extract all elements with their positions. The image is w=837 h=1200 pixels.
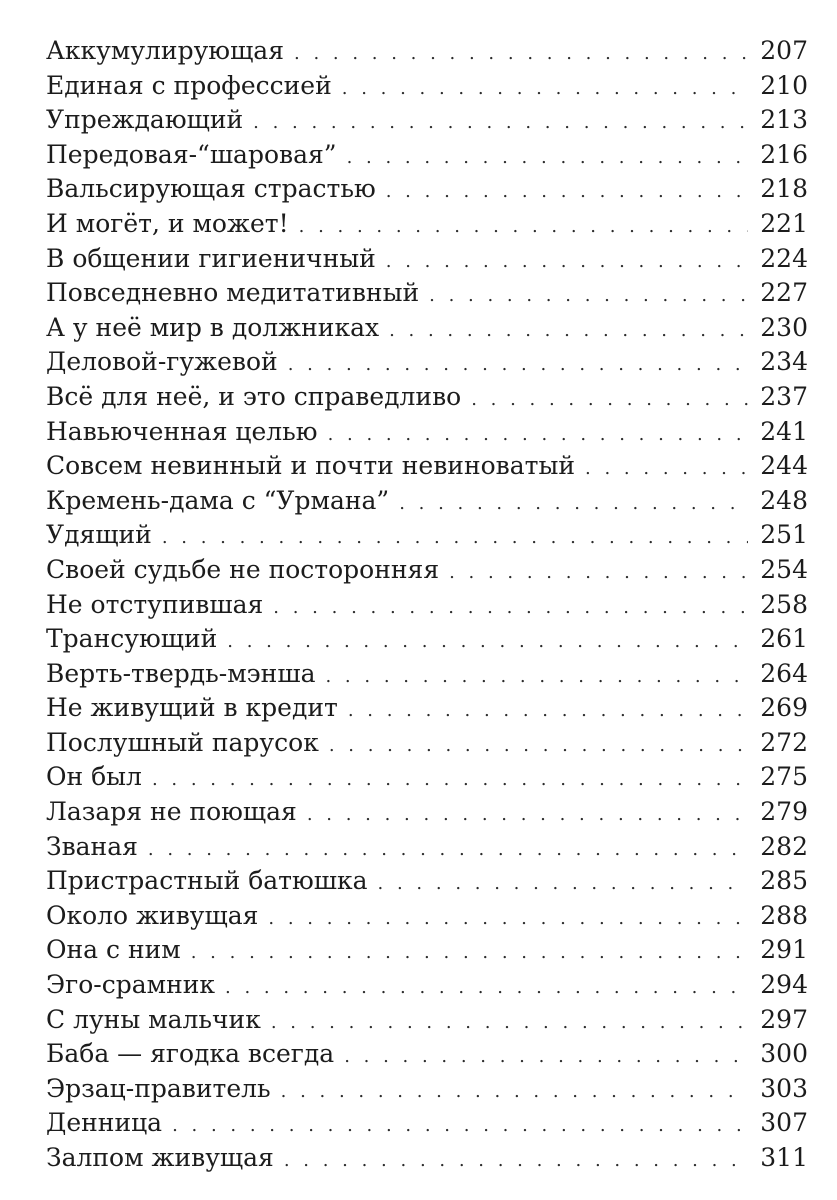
- toc-entry-title: Навьюченная целью: [46, 416, 318, 446]
- toc-entry[interactable]: [46, 726, 808, 761]
- toc-entry-page: 311: [760, 1143, 808, 1172]
- dot-leader: [191, 936, 748, 971]
- dot-leader: [288, 348, 748, 383]
- toc-entry-title: Денница: [46, 1108, 163, 1138]
- toc-entry-page: 230: [760, 312, 808, 342]
- dot-leader: [172, 1109, 748, 1144]
- toc-entry-title: Аккумулирующая: [46, 36, 284, 65]
- toc-entry-page: 224: [760, 243, 808, 273]
- toc-entry[interactable]: [46, 345, 808, 380]
- toc-entry-title: Удящий: [46, 520, 152, 550]
- toc-entry-page: 234: [760, 347, 808, 377]
- toc-entry[interactable]: [46, 415, 808, 450]
- toc-entry-page: 291: [760, 935, 808, 965]
- toc-entry[interactable]: [46, 1037, 808, 1072]
- dot-leader: [471, 383, 748, 418]
- toc-entry[interactable]: [46, 103, 808, 138]
- toc-entry[interactable]: [46, 657, 808, 692]
- dot-leader: [399, 487, 748, 522]
- toc-entry[interactable]: [46, 691, 808, 726]
- toc-entry-title: И могёт, и может!: [46, 208, 289, 238]
- toc-entry-page: 269: [760, 693, 808, 723]
- toc-entry-page: 294: [760, 970, 808, 1000]
- toc-entry-title: Эрзац-правитель: [46, 1073, 271, 1103]
- dot-leader: [284, 1144, 748, 1179]
- toc-entry[interactable]: [46, 1106, 808, 1141]
- toc-entry[interactable]: [46, 207, 808, 242]
- toc-entry-page: 244: [760, 451, 808, 481]
- toc-entry-page: 207: [760, 36, 808, 65]
- toc-entry-title: В общении гигиеничный: [46, 243, 376, 273]
- toc-entry-title: Не живущий в кредит: [46, 693, 338, 723]
- dot-leader: [162, 521, 748, 556]
- toc-entry[interactable]: [46, 69, 808, 104]
- toc-entry-page: 282: [760, 831, 808, 861]
- toc-entry-page: 279: [760, 797, 808, 827]
- toc-entry-title: Вальсирующая страстью: [46, 174, 376, 204]
- toc-entry-title: Он был: [46, 762, 142, 792]
- toc-entry[interactable]: [46, 830, 808, 865]
- toc-entry[interactable]: [46, 172, 808, 207]
- toc-entry-title: Званая: [46, 831, 138, 861]
- toc-entry-title: Всё для неё, и это справедливо: [46, 381, 462, 411]
- toc-entry[interactable]: [46, 449, 808, 484]
- toc-entry-title: Около живущая: [46, 900, 259, 930]
- toc-entry-title: Упреждающий: [46, 105, 244, 135]
- toc-entry[interactable]: [46, 311, 808, 346]
- toc-entry[interactable]: [46, 933, 808, 968]
- dot-leader: [281, 1075, 748, 1110]
- toc-entry-title: Пристрастный батюшка: [46, 866, 368, 896]
- toc-entry-title: Единая с профессией: [46, 70, 332, 100]
- toc-entry-title: Лазаря не поющая: [46, 797, 297, 827]
- dot-leader: [307, 798, 748, 833]
- toc-entry-title: Залпом живущая: [46, 1143, 274, 1172]
- toc-entry[interactable]: [46, 899, 808, 934]
- toc-entry-page: 237: [760, 381, 808, 411]
- toc-entry-page: 248: [760, 485, 808, 515]
- dot-leader: [148, 833, 748, 868]
- toc-entry-title: Она с ним: [46, 935, 181, 965]
- dot-leader: [342, 72, 748, 107]
- toc-entry-title: Повседневно медитативный: [46, 278, 420, 308]
- dot-leader: [386, 175, 748, 210]
- toc-entry-title: Своей судьбе не посторонняя: [46, 554, 440, 584]
- toc-entry-page: 300: [760, 1039, 808, 1069]
- toc-entry[interactable]: [46, 276, 808, 311]
- toc-entry[interactable]: [46, 1141, 808, 1176]
- toc-entry[interactable]: [46, 622, 808, 657]
- toc-entry-title: Верть-твердь-мэнша: [46, 658, 316, 688]
- dot-leader: [227, 625, 748, 660]
- dot-leader: [449, 556, 748, 591]
- dot-leader: [386, 245, 748, 280]
- toc-entry[interactable]: [46, 484, 808, 519]
- toc-entry[interactable]: [46, 588, 808, 623]
- toc-entry-title: Баба — ягодка всегда: [46, 1039, 335, 1069]
- toc-entry-page: 264: [760, 658, 808, 688]
- toc-entry[interactable]: [46, 864, 808, 899]
- dot-leader: [325, 660, 748, 695]
- toc-entry-title: Совсем невинный и почти невиноватый: [46, 451, 576, 481]
- toc-entry-title: Кремень-дама с “Урмана”: [46, 485, 390, 515]
- toc-entry-page: 218: [760, 174, 808, 204]
- dot-leader: [225, 971, 748, 1006]
- dot-leader: [299, 210, 748, 245]
- toc-entry-page: 272: [760, 727, 808, 757]
- dot-leader: [348, 694, 748, 729]
- toc-entry-page: 288: [760, 900, 808, 930]
- toc-entry-title: Трансующий: [46, 624, 218, 654]
- toc-entry-page: 303: [760, 1073, 808, 1103]
- toc-entry-title: С луны мальчик: [46, 1004, 261, 1034]
- dot-leader: [273, 591, 748, 626]
- toc-entry[interactable]: [46, 242, 808, 277]
- toc-entry-page: 227: [760, 278, 808, 308]
- toc-entry-page: 307: [760, 1108, 808, 1138]
- toc-entry-page: 297: [760, 1004, 808, 1034]
- toc-entry-page: 213: [760, 105, 808, 135]
- toc-entry[interactable]: [46, 795, 808, 830]
- toc-entry-page: 261: [760, 624, 808, 654]
- dot-leader: [152, 763, 748, 798]
- table-of-contents: [46, 34, 808, 1176]
- dot-leader: [347, 141, 748, 176]
- toc-entry-page: 285: [760, 866, 808, 896]
- toc-entry-page: 210: [760, 70, 808, 100]
- dot-leader: [328, 418, 748, 453]
- toc-entry[interactable]: [46, 1003, 808, 1038]
- toc-entry[interactable]: [46, 380, 808, 415]
- toc-entry-page: 258: [760, 589, 808, 619]
- toc-entry-title: А у неё мир в должниках: [46, 312, 380, 342]
- toc-entry-page: 241: [760, 416, 808, 446]
- dot-leader: [329, 729, 748, 764]
- toc-entry[interactable]: [46, 34, 808, 69]
- toc-entry[interactable]: [46, 968, 808, 1003]
- dot-leader: [271, 1006, 748, 1041]
- toc-entry[interactable]: [46, 553, 808, 588]
- toc-entry-title: Деловой-гужевой: [46, 347, 278, 377]
- dot-leader: [344, 1040, 748, 1075]
- toc-entry-title: Не отступившая: [46, 589, 264, 619]
- toc-entry-title: Послушный парусок: [46, 727, 319, 757]
- dot-leader: [389, 314, 748, 349]
- toc-entry-page: 254: [760, 554, 808, 584]
- toc-entry-page: 216: [760, 139, 808, 169]
- toc-entry-page: 221: [760, 208, 808, 238]
- toc-entry[interactable]: [46, 1072, 808, 1107]
- toc-entry-page: 275: [760, 762, 808, 792]
- toc-entry-title: Эго-срамник: [46, 970, 216, 1000]
- toc-entry-page: 251: [760, 520, 808, 550]
- dot-leader: [585, 452, 748, 487]
- toc-entry[interactable]: [46, 138, 808, 173]
- toc-entry-title: Передовая-“шаровая”: [46, 139, 337, 169]
- dot-leader: [294, 37, 748, 72]
- dot-leader: [253, 106, 748, 141]
- toc-entry[interactable]: [46, 760, 808, 795]
- dot-leader: [268, 902, 748, 937]
- dot-leader: [378, 867, 748, 902]
- toc-entry[interactable]: [46, 518, 808, 553]
- dot-leader: [429, 279, 748, 314]
